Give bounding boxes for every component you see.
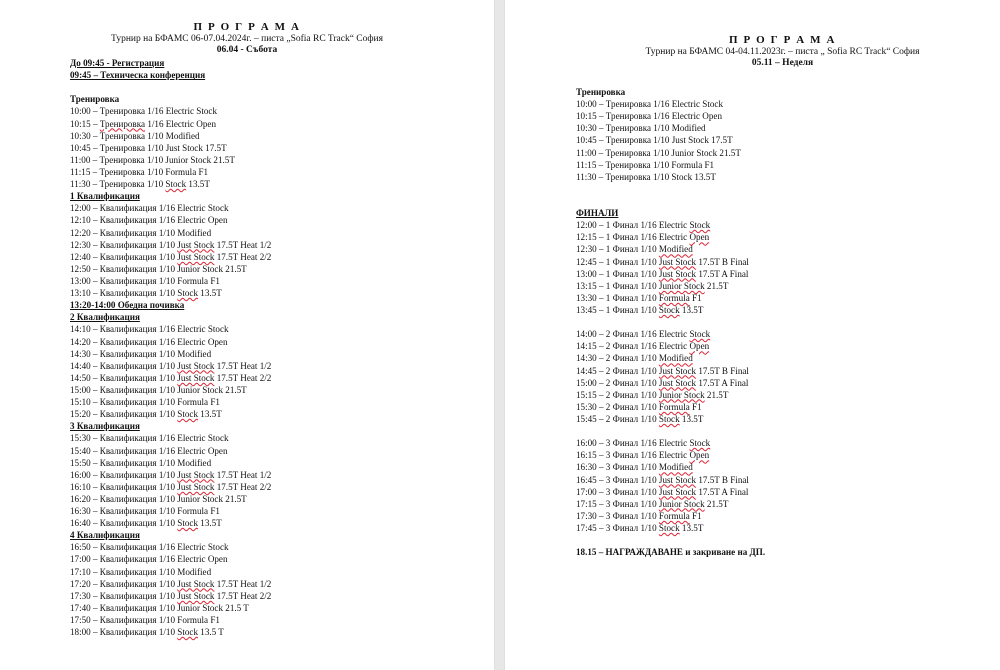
line-text: 10:00 – Тренировка 1/16 Electric Stock	[70, 106, 218, 117]
line-text: Junior Stock	[658, 280, 705, 291]
line-text: Stock	[177, 288, 198, 299]
schedule-line	[576, 231, 765, 243]
schedule-line	[576, 498, 765, 510]
schedule-line	[576, 98, 765, 110]
line-text: 17:40 – Квалификация 1/10 Junior Stock 21.5 T	[70, 602, 249, 613]
schedule-line	[576, 413, 765, 425]
line-text: 11:00 – Тренировка 1/10 Junior Stock 21.5T	[70, 154, 235, 165]
line-text: 15:15 – 2 Финал 1/10	[576, 389, 659, 400]
schedule-line	[576, 256, 765, 268]
line-text: 17.5T Heat 1/2	[214, 469, 272, 480]
line-text: 14:40 – Квалификация 1/10	[70, 360, 178, 371]
line-text: Just Stock	[177, 481, 215, 492]
line-text: 09:45 – Техническа конференция	[70, 70, 206, 81]
schedule-line	[70, 626, 271, 638]
schedule-line	[70, 481, 271, 493]
schedule-line	[70, 275, 271, 287]
line-text: 17.5T A Final	[696, 268, 749, 279]
line-text: 17:10 – Квалификация 1/10 Modified	[70, 566, 212, 577]
schedule-line	[70, 130, 271, 142]
line-text: 12:20 – Квалификация 1/10 Modified	[70, 227, 212, 238]
schedule-line	[576, 280, 765, 292]
page-title: П Р О Г Р А М А	[193, 21, 301, 33]
line-text: 17.5T B Final	[696, 256, 749, 267]
line-text: 12:15 – 1 Финал 1/16 Electric	[576, 232, 690, 243]
line-text: 10:30 – Тренировка 1/10 Modified	[576, 123, 706, 134]
line-text: 15:30 – 2 Финал 1/10	[576, 401, 659, 412]
schedule-line	[576, 486, 765, 498]
line-text: 17:30 – 3 Финал 1/10	[576, 510, 659, 521]
line-text: 16:00 – Квалификация 1/10	[70, 469, 178, 480]
blank-line	[70, 81, 271, 93]
line-text: Formula	[658, 401, 690, 412]
line-text: 13:15 – 1 Финал 1/10	[576, 280, 659, 291]
schedule-line	[576, 510, 765, 522]
page-title: П Р О Г Р А М А	[728, 34, 837, 46]
line-text: 11:15 – Тренировка 1/10 Formula F1	[576, 159, 715, 170]
line-text: 14:50 – Квалификация 1/10	[70, 372, 178, 383]
schedule-line	[70, 517, 271, 529]
line-text: 11:30 – Тренировка 1/10	[70, 179, 166, 190]
line-text: 13:00 – 1 Финал 1/10	[576, 268, 659, 279]
line-text: 12:50 – Квалификация 1/10 Junior Stock 21.5T	[70, 263, 247, 274]
schedule-line	[70, 408, 271, 420]
line-text: 15:50 – Квалификация 1/10 Modified	[70, 457, 212, 468]
line-text: 15:00 – Квалификация 1/10 Junior Stock 21.5T	[70, 384, 247, 395]
line-text: F1	[689, 401, 702, 412]
line-text: Open	[689, 341, 710, 352]
line-text: Open	[689, 232, 710, 243]
schedule-line	[576, 365, 765, 377]
schedule-line	[576, 304, 765, 316]
line-text: Just Stock	[658, 486, 697, 497]
line-text: 10:15 –	[70, 118, 100, 129]
line-text: 11:30 – Тренировка 1/10 Stock 13.5T	[576, 171, 716, 182]
line-text: Stock	[658, 413, 680, 424]
schedule-line	[70, 142, 271, 154]
line-text: Junior Stock	[658, 498, 705, 509]
section-heading	[70, 69, 271, 81]
line-text: Open	[689, 450, 710, 461]
line-text: 10:45 – Тренировка 1/10 Just Stock 17.5T	[576, 135, 733, 146]
schedule-line	[576, 219, 765, 231]
line-text: 16:40 – Квалификация 1/10	[70, 518, 178, 529]
line-text: 13.5T	[186, 179, 210, 190]
line-text: 15:20 – Квалификация 1/10	[70, 409, 178, 420]
schedule-line	[70, 469, 271, 481]
line-text: 10:45 – Тренировка 1/10 Just Stock 17.5T	[70, 142, 227, 153]
line-text: 16:20 – Квалификация 1/10 Junior Stock 21.5T	[70, 493, 247, 504]
line-text: 16:10 – Квалификация 1/10	[70, 481, 178, 492]
schedule-line	[70, 348, 271, 360]
schedule-line	[576, 268, 765, 280]
schedule-line	[70, 323, 271, 335]
line-text: Junior Stock	[658, 389, 705, 400]
line-text: Тренировка	[576, 87, 626, 97]
line-text: 21.5T	[704, 389, 729, 400]
schedule-line	[576, 110, 765, 122]
day-heading: 05.11 – Неделя	[751, 58, 814, 68]
line-text: Just Stock	[177, 360, 215, 371]
line-text: 4 Квалификация	[70, 530, 140, 541]
line-text: 17.5T Heat 2/2	[214, 590, 272, 601]
schedule-line	[576, 474, 765, 486]
schedule-line	[70, 227, 271, 239]
section-heading	[576, 86, 765, 98]
line-text: 13.5T	[679, 413, 704, 424]
schedule-line	[70, 432, 271, 444]
line-text: 14:30 – Квалификация 1/10 Modified	[70, 348, 212, 359]
schedule-line	[70, 287, 271, 299]
line-text: 11:15 – Тренировка 1/10 Formula F1	[70, 166, 209, 177]
line-text: 1/16 Electric Open	[145, 118, 217, 129]
line-text: 17.5T Heat 2/2	[214, 481, 272, 492]
line-text: 16:15 – 3 Финал 1/16 Electric	[576, 450, 690, 461]
schedule-line	[70, 553, 271, 565]
schedule-line	[70, 541, 271, 553]
line-text: 14:00 – 2 Финал 1/16 Electric	[576, 329, 690, 340]
line-text: Stock	[658, 304, 680, 315]
schedule-line	[576, 171, 765, 183]
line-text: Stock	[689, 329, 711, 340]
page-subtitle: Турнир на БФАМС 06-07.04.2024г. – писта „Sofia RC Track“ София	[110, 34, 384, 44]
line-text: Formula	[658, 292, 690, 303]
line-text: 17.5T Heat 1/2	[214, 239, 272, 250]
schedule-line	[70, 602, 271, 614]
schedule-line	[70, 154, 271, 166]
line-text: 17:15 – 3 Финал 1/10	[576, 498, 659, 509]
schedule-line	[70, 457, 271, 469]
line-text: 17:00 – 3 Финал 1/10	[576, 486, 659, 497]
line-text: 13.5T	[198, 409, 222, 420]
schedule-line	[70, 384, 271, 396]
line-text: Just Stock	[658, 268, 697, 279]
line-text: 17:45 – 3 Финал 1/10	[576, 522, 659, 533]
line-text: 13.5 T	[198, 627, 224, 638]
line-text: Stock	[165, 179, 187, 190]
line-text: 16:30 – Квалификация 1/10 Formula F1	[70, 506, 220, 517]
schedule-line	[70, 214, 271, 226]
line-text: 16:50 – Квалификация 1/16 Electric Stock	[70, 542, 229, 553]
schedule-line	[576, 147, 765, 159]
line-text: 12:30 – 1 Финал 1/10	[576, 244, 659, 255]
line-text: 11:00 – Тренировка 1/10 Junior Stock 21.5T	[576, 147, 741, 158]
line-text: Just Stock	[658, 256, 697, 267]
schedule-line	[70, 505, 271, 517]
section-heading	[70, 420, 271, 432]
section-heading	[70, 93, 271, 105]
schedule-line	[576, 134, 765, 146]
line-text: 13.5T	[679, 522, 704, 533]
line-text: 14:20 – Квалификация 1/16 Electric Open	[70, 336, 228, 347]
document-page-left	[0, 0, 494, 670]
line-text: Stock	[689, 438, 711, 449]
line-text: 17.5T Heat 1/2	[214, 578, 272, 589]
line-text: 15:30 – Квалификация 1/16 Electric Stock	[70, 433, 229, 444]
line-text: Just Stock	[177, 239, 215, 250]
line-text: 17:30 – Квалификация 1/10	[70, 590, 178, 601]
line-text: F1	[689, 510, 702, 521]
schedule-line	[70, 578, 271, 590]
schedule-line	[576, 377, 765, 389]
schedule-line	[576, 461, 765, 473]
line-text: 17.5T B Final	[696, 474, 749, 485]
schedule-line	[576, 122, 765, 134]
schedule-line	[576, 401, 765, 413]
line-text: 12:10 – Квалификация 1/16 Electric Open	[70, 215, 228, 226]
line-text: Modified	[658, 462, 693, 473]
line-text: Just Stock	[177, 469, 215, 480]
schedule-list	[70, 57, 271, 638]
line-text: 13:00 – Квалификация 1/10 Formula F1	[70, 275, 220, 286]
section-heading	[576, 207, 765, 219]
line-text: 17.5T Heat 2/2	[214, 251, 272, 262]
line-text: Modified	[658, 353, 693, 364]
line-text: 13.5T	[198, 518, 222, 529]
line-text: Тренировка	[70, 94, 120, 105]
schedule-line	[576, 243, 765, 255]
line-text: ФИНАЛИ	[576, 208, 619, 219]
line-text: 13:10 – Квалификация 1/10	[70, 288, 178, 299]
section-heading	[70, 190, 271, 202]
schedule-line	[70, 178, 271, 190]
schedule-line	[70, 445, 271, 457]
line-text: Formula	[658, 510, 690, 521]
line-text: 2 Квалификация	[70, 312, 140, 323]
line-text: 10:00 – Тренировка 1/16 Electric Stock	[576, 99, 724, 110]
line-text: 17:20 – Квалификация 1/10	[70, 578, 178, 589]
schedule-line	[576, 159, 765, 171]
line-text: Just Stock	[177, 372, 215, 383]
schedule-line	[576, 340, 765, 352]
line-text: Just Stock	[177, 251, 215, 262]
line-text: 18:00 – Квалификация 1/10	[70, 627, 178, 638]
blank-line	[576, 534, 765, 546]
line-text: Stock	[177, 409, 198, 420]
line-text: До 09:45 - Регистрация	[70, 58, 165, 68]
schedule-line	[576, 389, 765, 401]
line-text: 14:30 – 2 Финал 1/10	[576, 353, 659, 364]
document-page-right	[505, 0, 1000, 670]
schedule-list	[576, 86, 765, 558]
line-text: 14:45 – 2 Финал 1/10	[576, 365, 659, 376]
schedule-line	[576, 352, 765, 364]
line-text: 17.5T A Final	[696, 486, 749, 497]
schedule-line	[70, 590, 271, 602]
blank-line	[576, 316, 765, 328]
schedule-line	[70, 105, 271, 117]
line-text: Just Stock	[177, 590, 215, 601]
line-text: 12:00 – Квалификация 1/16 Electric Stock	[70, 203, 229, 214]
line-text: 17.5T A Final	[696, 377, 749, 388]
schedule-line	[70, 566, 271, 578]
line-text: 17.5T Heat 2/2	[214, 372, 272, 383]
line-text: 12:45 – 1 Финал 1/10	[576, 256, 659, 267]
line-text: 13.5T	[679, 304, 704, 315]
schedule-line	[70, 360, 271, 372]
day-heading: 06.04 - Събота	[216, 45, 278, 55]
line-text: Тренировка	[99, 118, 146, 129]
line-text: 16:00 – 3 Финал 1/16 Electric	[576, 438, 690, 449]
schedule-line	[70, 372, 271, 384]
line-text: Modified	[658, 244, 693, 255]
schedule-line	[70, 251, 271, 263]
schedule-line	[70, 239, 271, 251]
schedule-line	[576, 437, 765, 449]
line-text: 17.5T B Final	[696, 365, 749, 376]
line-text: 17:50 – Квалификация 1/10 Formula F1	[70, 615, 220, 626]
schedule-line	[70, 336, 271, 348]
section-heading	[70, 311, 271, 323]
line-text: 12:30 – Квалификация 1/10	[70, 239, 178, 250]
line-text: Stock	[177, 518, 198, 529]
schedule-line	[70, 614, 271, 626]
line-text: 17.5T Heat 1/2	[214, 360, 272, 371]
line-text: 1 Квалификация	[70, 191, 140, 202]
line-text: F1	[689, 292, 702, 303]
line-text: 13:45 – 1 Финал 1/10	[576, 304, 659, 315]
line-text: 13:20-14:00 Обедна почивка	[70, 300, 185, 311]
schedule-line	[70, 493, 271, 505]
section-heading	[70, 529, 271, 541]
schedule-line	[70, 396, 271, 408]
line-text: 21.5T	[704, 280, 729, 291]
line-text: 18.15 – НАГРАЖДАВАНЕ и закриване на ДП.	[576, 547, 766, 558]
schedule-line	[70, 166, 271, 178]
line-text: 15:45 – 2 Финал 1/10	[576, 413, 659, 424]
line-text: 12:00 – 1 Финал 1/16 Electric	[576, 220, 690, 231]
line-text: 15:00 – 2 Финал 1/10	[576, 377, 659, 388]
line-text: Stock	[177, 627, 198, 638]
line-text: Stock	[658, 522, 680, 533]
line-text: Stock	[689, 220, 711, 231]
line-text: Just Stock	[658, 474, 697, 485]
schedule-line	[576, 449, 765, 461]
line-text: 15:40 – Квалификация 1/16 Electric Open	[70, 445, 228, 456]
line-text: 16:30 – 3 Финал 1/10	[576, 462, 659, 473]
section-heading	[576, 546, 765, 558]
line-text: 21.5T	[704, 498, 729, 509]
line-text: Just Stock	[177, 578, 215, 589]
line-text: Just Stock	[658, 365, 697, 376]
line-text: 10:15 – Тренировка 1/16 Electric Open	[576, 111, 722, 122]
schedule-line	[576, 522, 765, 534]
line-text: 13.5T	[198, 288, 222, 299]
line-text: 14:10 – Квалификация 1/16 Electric Stock	[70, 324, 229, 335]
line-text: 17:00 – Квалификация 1/16 Electric Open	[70, 554, 228, 565]
line-text: 12:40 – Квалификация 1/10	[70, 251, 178, 262]
line-text: 10:30 – Тренировка 1/10 Modified	[70, 130, 200, 141]
line-text: 16:45 – 3 Финал 1/10	[576, 474, 659, 485]
blank-line	[576, 425, 765, 437]
line-text: Just Stock	[658, 377, 697, 388]
line-text: 15:10 – Квалификация 1/10 Formula F1	[70, 397, 220, 408]
line-text: 13:30 – 1 Финал 1/10	[576, 292, 659, 303]
schedule-line	[70, 118, 271, 130]
schedule-line	[576, 328, 765, 340]
schedule-line	[70, 263, 271, 275]
line-text: 3 Квалификация	[70, 421, 140, 432]
line-text: 14:15 – 2 Финал 1/16 Electric	[576, 341, 690, 352]
section-heading	[70, 57, 271, 69]
section-heading	[70, 299, 271, 311]
schedule-line	[576, 292, 765, 304]
schedule-line	[70, 202, 271, 214]
blank-line	[576, 183, 765, 195]
blank-line	[576, 195, 765, 207]
page-subtitle: Турнир на БФАМС 04-04.11.2023г. – писта „ Sofia RC Track“ София	[645, 47, 920, 57]
